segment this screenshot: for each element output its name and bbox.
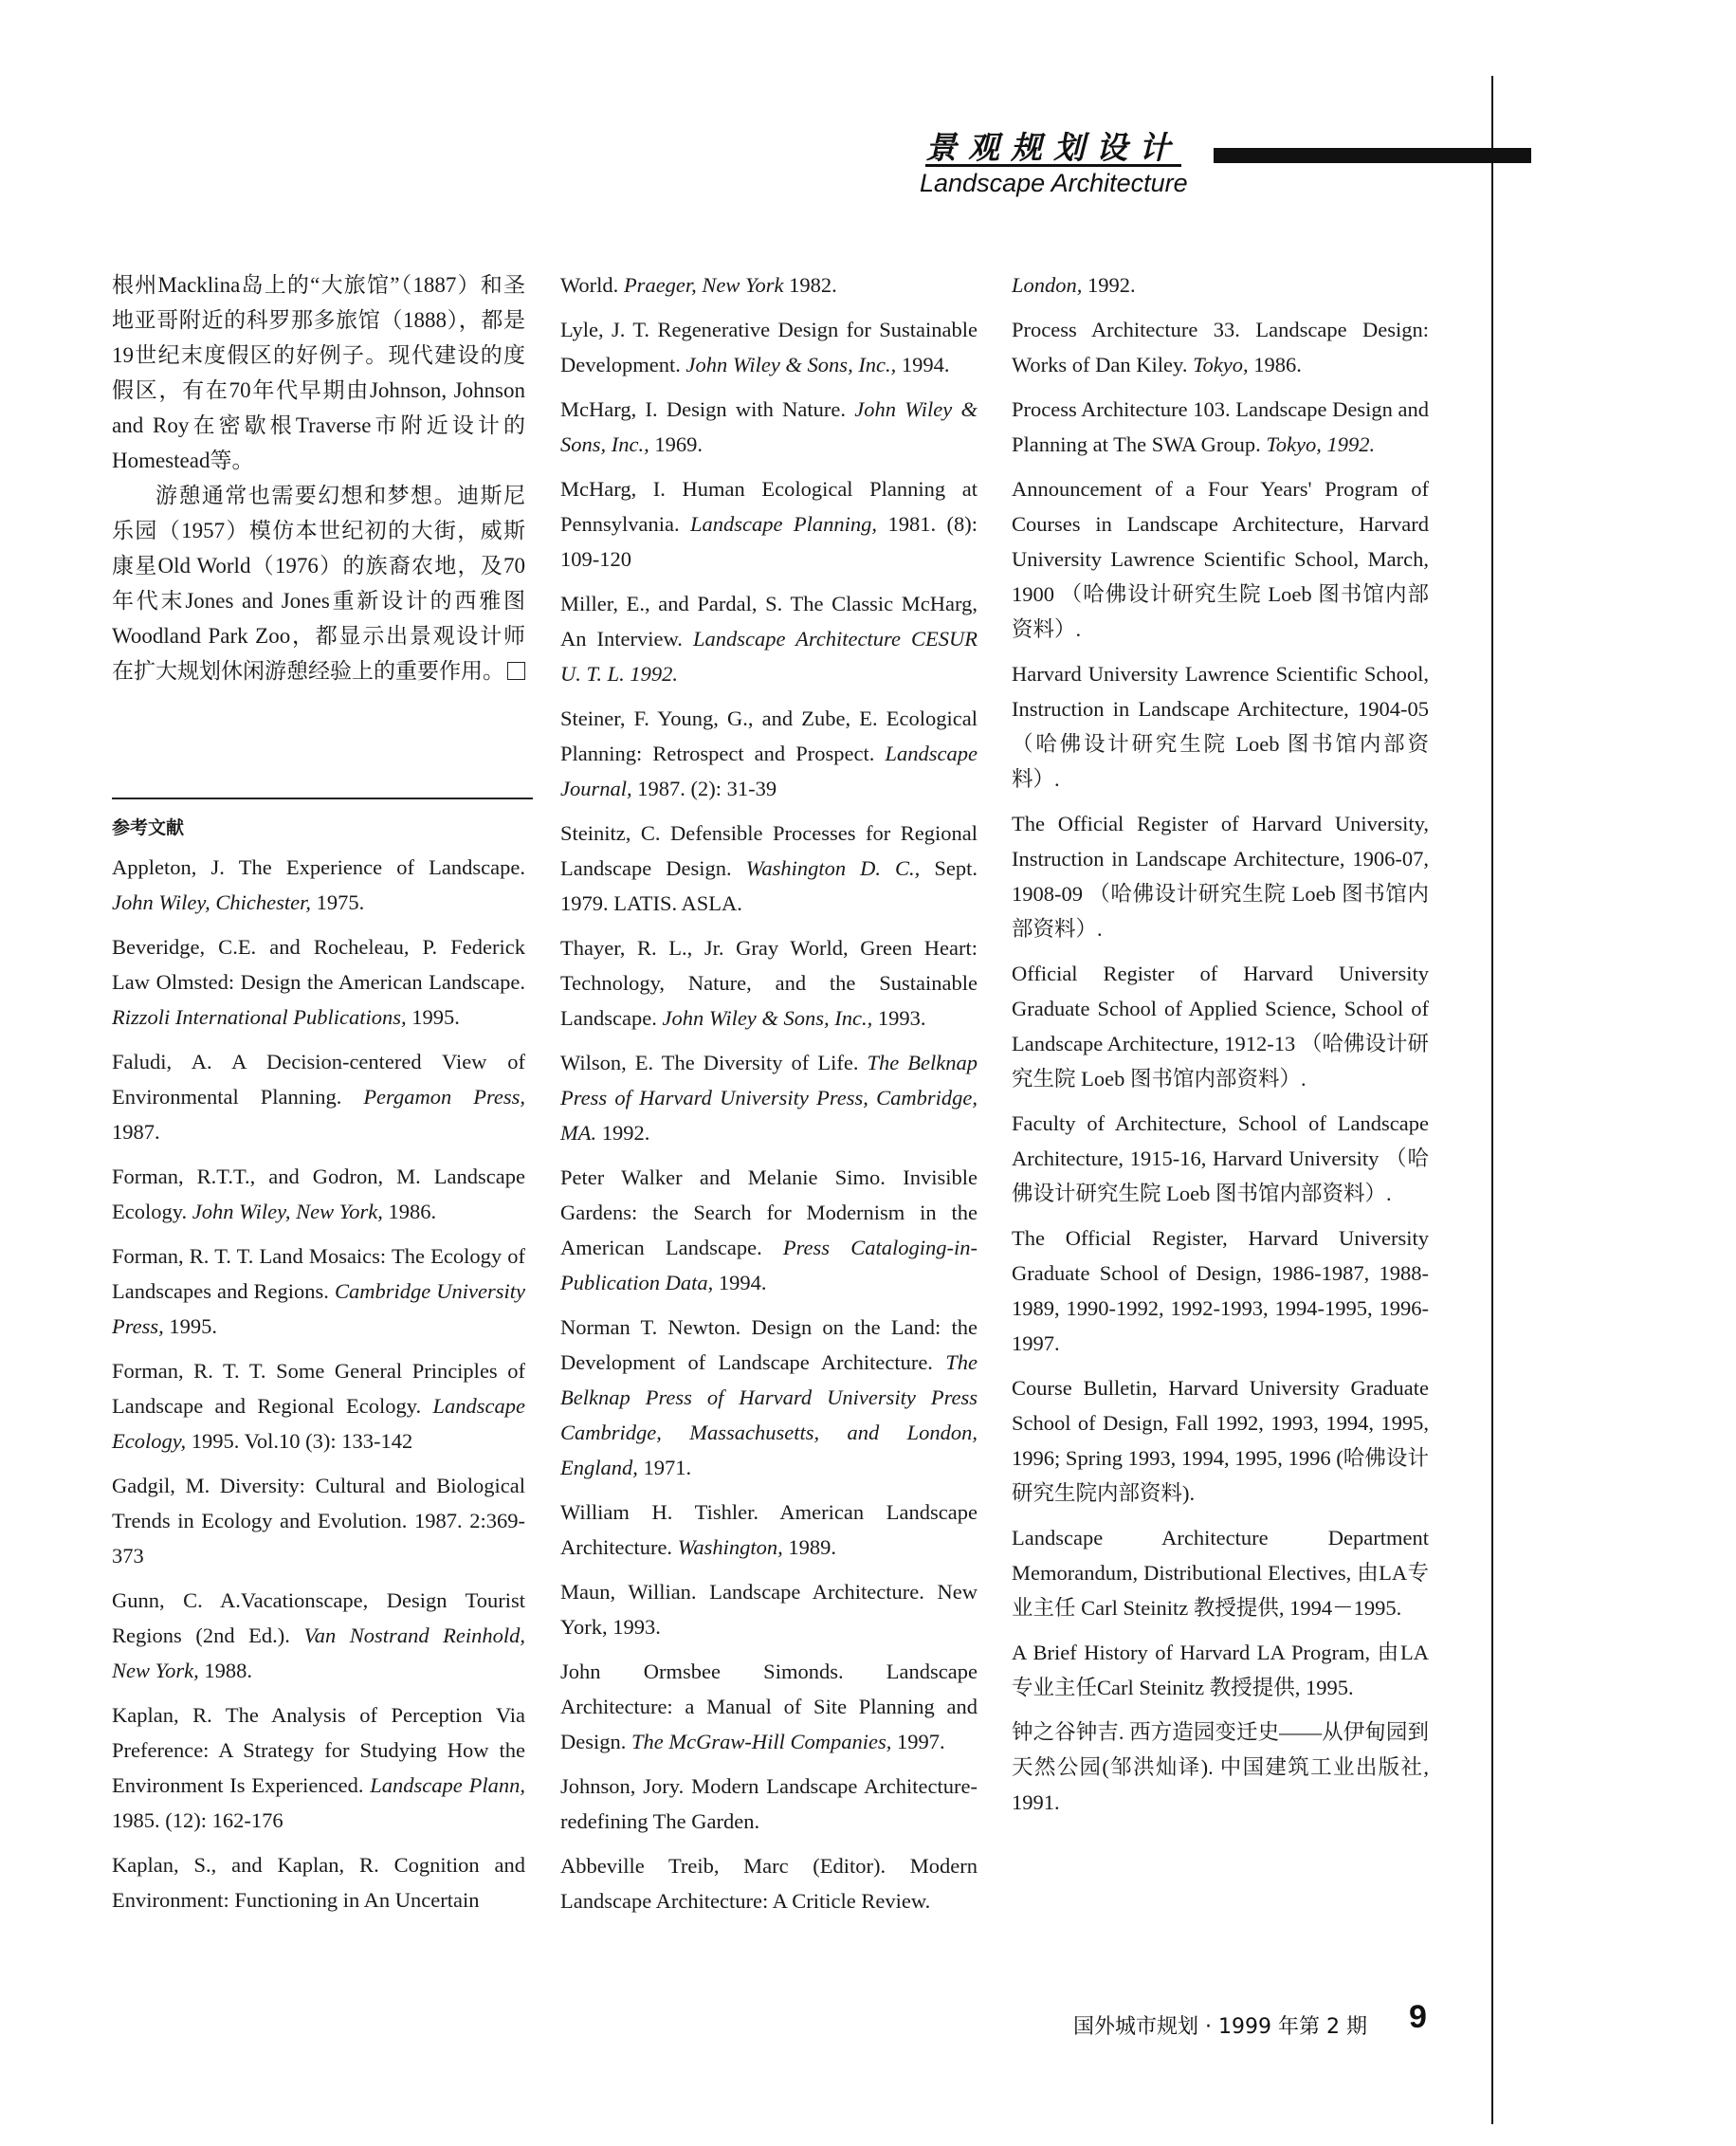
- reference-text: McHarg, I. Design with Nature.: [560, 397, 855, 421]
- reference-text: Gunn, C. A.Vacationscape, Design Tourist Regions (2nd Ed.).: [112, 1587, 525, 1647]
- section-title-en: Landscape Architecture: [920, 169, 1188, 197]
- page-number: 9: [1409, 1999, 1427, 2035]
- reference-entry: [560, 392, 978, 462]
- reference-text: Harvard University Lawrence Scientific School, Instruction in Landscape Architecture, 1904-05 （哈佛设计研究生院 Loeb 图书馆内部资料）.: [1012, 662, 1429, 791]
- reference-entry: [112, 850, 525, 920]
- column-1: [112, 267, 525, 1927]
- reference-detail: 1987. (2): 31-39: [631, 777, 777, 800]
- reference-detail: 1995.: [163, 1313, 218, 1338]
- reference-text: Beveridge, C.E. and Rocheleau, P. Federick Law Olmsted: Design the American Landscape.: [112, 934, 525, 994]
- reference-source: Landscape Ecology,: [112, 1393, 525, 1453]
- reference-entry: [112, 1159, 525, 1229]
- reference-entry: [1012, 1220, 1429, 1361]
- reference-text: Faculty of Architecture, School of Landscape Architecture, 1915-16, Harvard University （哈佛设计研究生院 Loeb 图书馆内部资料）.: [1012, 1111, 1429, 1205]
- reference-detail: 1975.: [310, 890, 365, 914]
- reference-text: Lyle, J. T. Regenerative Design for Sustainable Development.: [560, 318, 978, 376]
- reference-detail: 1992.: [1082, 273, 1136, 297]
- reference-detail: 1995. Vol.10 (3): 133-142: [186, 1428, 413, 1453]
- reference-text: The Official Register of Harvard University, Instruction in Landscape Architecture, 1906-07, 1908-09 （哈佛设计研究生院 Loeb 图书馆内部资料）.: [1012, 812, 1429, 941]
- reference-detail: 1994.: [713, 1271, 767, 1294]
- reference-source: John Wiley, New York,: [192, 1199, 383, 1223]
- reference-text: 钟之谷钟吉. 西方造园变迁史——从伊甸园到天然公园(邹洪灿译). 中国建筑工业出版社, 1991.: [1012, 1720, 1429, 1814]
- reference-text: Norman T. Newton. Design on the Land: the Development of Landscape Architecture.: [560, 1315, 978, 1374]
- reference-entry: [1012, 1635, 1429, 1705]
- reference-detail: Sept. 1979. LATIS. ASLA.: [560, 856, 978, 915]
- reference-text: Steinitz, C. Defensible Processes for Regional Landscape Design.: [560, 821, 978, 880]
- reference-source: Tokyo, 1992.: [1266, 432, 1376, 456]
- references-heading: 参考文献: [112, 816, 185, 838]
- reference-detail: 1986.: [382, 1199, 437, 1223]
- reference-text: Johnson, Jory. Modern Landscape Architecture-redefining The Garden.: [560, 1774, 978, 1833]
- reference-entry: [560, 1848, 978, 1918]
- reference-source: John Wiley & Sons, Inc.,: [662, 1006, 873, 1030]
- reference-entry: [560, 1574, 978, 1644]
- reference-text: Landscape Architecture Department Memorandum, Distributional Electives, 由LA专业主任 Carl Steinitz 教授提供, 1994－1995.: [1012, 1526, 1429, 1620]
- reference-detail: 1987.: [112, 1119, 160, 1144]
- reference-source: John Wiley, Chichester,: [112, 890, 311, 914]
- reference-entry: [560, 1045, 978, 1150]
- reference-source: Pergamon Press,: [363, 1084, 525, 1109]
- reference-entry: [560, 586, 978, 691]
- reference-entry: [560, 1310, 978, 1485]
- reference-text: Peter Walker and Melanie Simo. Invisible Gardens: the Search for Modernism in the American Landscape.: [560, 1165, 978, 1259]
- reference-entry: [560, 1495, 978, 1565]
- reference-text: Kaplan, R. The Analysis of Perception Via Preference: A Strategy for Studying How the Environment Is Experienced.: [112, 1702, 525, 1797]
- reference-entry: [560, 312, 978, 382]
- end-mark-icon: [507, 662, 525, 680]
- reference-text: Faludi, A. A Decision-centered View of Environmental Planning.: [112, 1049, 525, 1109]
- reference-entry: [560, 930, 978, 1036]
- reference-source: Washington,: [677, 1535, 783, 1559]
- right-margin-rule: [1491, 76, 1493, 2124]
- column-3: [1012, 267, 1429, 1829]
- reference-entry: [560, 471, 978, 577]
- reference-detail: 1995.: [406, 1004, 460, 1029]
- reference-source: Landscape Architecture CESUR U. T. L. 1992.: [560, 627, 978, 686]
- reference-text: World.: [560, 273, 624, 297]
- reference-entry: [560, 1654, 978, 1759]
- reference-entry: [1012, 806, 1429, 946]
- reference-entry: [1012, 471, 1429, 647]
- reference-text: Maun, Willian. Landscape Architecture. New York, 1993.: [560, 1580, 978, 1639]
- reference-entry: [560, 1769, 978, 1839]
- references-list-2: [560, 267, 978, 1918]
- intro-paragraph-1: 根州Macklina岛上的“大旅馆”（1887）和圣地亚哥附近的科罗那多旅馆（1888），都是19世纪末度假区的好例子。现代建设的度假区，有在70年代早期由Johnson, Johnson and Roy在密歇根Traverse市附近设计的Homestead等。: [112, 273, 525, 472]
- reference-entry: [112, 1353, 525, 1458]
- reference-source: The McGraw-Hill Companies,: [631, 1730, 892, 1753]
- reference-entry: [1012, 267, 1429, 303]
- reference-entry: [560, 267, 978, 303]
- intro-paragraph-2: 游憩通常也需要幻想和梦想。迪斯尼乐园（1957）模仿本世纪初的大街，威斯康星Old World（1976）的族裔农地，及70年代末Jones and Jones重新设计的西雅图Woodland Park Zoo，都显示出景观设计师在扩大规划休闲游憩经验上的重要作用。: [112, 484, 525, 683]
- reference-text: Kaplan, S., and Kaplan, R. Cognition and Environment: Functioning in An Uncertain: [112, 1852, 525, 1912]
- reference-source: Press Cataloging-in-Publication Data,: [560, 1236, 978, 1294]
- reference-text: Forman, R. T. T. Some General Principles of Landscape and Regional Ecology.: [112, 1358, 525, 1418]
- reference-detail: 1992.: [596, 1121, 650, 1145]
- reference-text: Appleton, J. The Experience of Landscape.: [112, 854, 525, 879]
- header-bar: [1214, 148, 1531, 163]
- references-divider: [112, 798, 533, 799]
- journal-footer: 国外城市规划 · 1999 年第 2 期: [1073, 2015, 1367, 2039]
- reference-source: Van Nostrand Reinhold, New York,: [112, 1623, 525, 1682]
- reference-source: Cambridge University Press,: [112, 1278, 525, 1338]
- reference-text: Forman, R.T.T., and Godron, M. Landscape Ecology.: [112, 1164, 525, 1223]
- reference-entry: [1012, 392, 1429, 462]
- reference-text: Announcement of a Four Years' Program of Courses in Landscape Architecture, Harvard University Lawrence Scientific School, March, 1900 （哈佛设计研究生院 Loeb 图书馆内部资料）.: [1012, 477, 1429, 641]
- reference-source: Landscape Plann,: [370, 1772, 525, 1797]
- reference-entry: [112, 1468, 525, 1573]
- reference-entry: [560, 816, 978, 921]
- reference-text: Miller, E., and Pardal, S. The Classic McHarg, An Interview.: [560, 592, 978, 651]
- reference-text: The Official Register, Harvard University Graduate School of Design, 1986-1987, 1988-1989, 1990-1992, 1992-1993, 1994-1995, 1996-1997.: [1012, 1226, 1429, 1355]
- reference-detail: 1986.: [1248, 353, 1302, 376]
- reference-source: John Wiley & Sons, Inc.,: [560, 397, 978, 456]
- reference-entry: [560, 701, 978, 806]
- reference-entry: [1012, 1520, 1429, 1625]
- reference-source: The Belknap Press of Harvard University Press Cambridge, Massachusetts, and London, England,: [560, 1350, 978, 1479]
- intro-text: [112, 267, 525, 688]
- reference-text: Abbeville Treib, Marc (Editor). Modern Landscape Architecture: A Criticle Review.: [560, 1854, 978, 1913]
- reference-entry: [1012, 1106, 1429, 1211]
- reference-source: John Wiley & Sons, Inc.,: [685, 353, 897, 376]
- reference-text: Forman, R. T. T. Land Mosaics: The Ecology of Landscapes and Regions.: [112, 1243, 525, 1303]
- reference-text: Course Bulletin, Harvard University Graduate School of Design, Fall 1992, 1993, 1994, 1995, 1996; Spring 1993, 1994, 1995, 1996 (哈佛设计研究生院内部资料).: [1012, 1376, 1429, 1505]
- reference-entry: [560, 1160, 978, 1300]
- column-2: [560, 267, 978, 1928]
- reference-text: Official Register of Harvard University Graduate School of Applied Science, School of Landscape Architecture, 1912-13 （哈佛设计研究生院 Loeb 图书馆内部资料）.: [1012, 962, 1429, 1091]
- reference-text: John Ormsbee Simonds. Landscape Architecture: a Manual of Site Planning and Design.: [560, 1660, 978, 1753]
- reference-source: The Belknap Press of Harvard University Press, Cambridge, MA.: [560, 1051, 978, 1145]
- reference-detail: 1981. (8): 109-120: [560, 512, 978, 571]
- reference-text: A Brief History of Harvard LA Program, 由LA专业主任Carl Steinitz 教授提供, 1995.: [1012, 1641, 1429, 1699]
- reference-text: Process Architecture 103. Landscape Design and Planning at The SWA Group.: [1012, 397, 1429, 456]
- reference-text: Gadgil, M. Diversity: Cultural and Biological Trends in Ecology and Evolution. 1987. 2:369-373: [112, 1473, 525, 1568]
- reference-text: Steiner, F. Young, G., and Zube, E. Ecological Planning: Retrospect and Prospect.: [560, 706, 978, 765]
- reference-entry: [112, 1697, 525, 1838]
- reference-detail: 1989.: [782, 1535, 836, 1559]
- reference-source: London,: [1012, 273, 1083, 297]
- reference-entry: [1012, 956, 1429, 1096]
- reference-detail: 1971.: [637, 1456, 692, 1479]
- reference-detail: 1994.: [896, 353, 950, 376]
- reference-source: Landscape Planning,: [690, 512, 878, 536]
- reference-detail: 1997.: [891, 1730, 945, 1753]
- reference-detail: 1988.: [198, 1658, 252, 1682]
- reference-source: Tokyo,: [1193, 353, 1249, 376]
- reference-text: Wilson, E. The Diversity of Life.: [560, 1051, 868, 1074]
- reference-entry: [112, 1238, 525, 1344]
- reference-entry: [112, 1583, 525, 1688]
- reference-source: Rizzoli International Publications,: [112, 1004, 407, 1029]
- references-list-1: [112, 850, 525, 1917]
- reference-source: Washington D. C.,: [745, 856, 921, 880]
- reference-detail: 1982.: [783, 273, 837, 297]
- reference-entry: [112, 929, 525, 1035]
- reference-text: Thayer, R. L., Jr. Gray World, Green Heart: Technology, Nature, and the Sustainable Landscape.: [560, 936, 978, 1030]
- reference-entry: [112, 1847, 525, 1917]
- references-list-3: [1012, 267, 1429, 1820]
- reference-text: Process Architecture 33. Landscape Design: Works of Dan Kiley.: [1012, 318, 1429, 376]
- reference-source: Landscape Journal,: [560, 742, 978, 800]
- reference-entry: [1012, 1370, 1429, 1511]
- reference-entry: [1012, 312, 1429, 382]
- reference-text: McHarg, I. Human Ecological Planning at Pennsylvania.: [560, 477, 978, 536]
- reference-detail: 1985. (12): 162-176: [112, 1807, 283, 1832]
- reference-entry: [1012, 656, 1429, 797]
- reference-entry: [112, 1044, 525, 1149]
- reference-entry: [1012, 1715, 1429, 1820]
- reference-text: William H. Tishler. American Landscape Architecture.: [560, 1500, 978, 1559]
- section-title-cn: 景观规划设计: [925, 129, 1181, 166]
- reference-detail: 1993.: [872, 1006, 926, 1030]
- reference-source: Praeger, New York: [623, 273, 784, 297]
- reference-detail: 1969.: [649, 432, 703, 456]
